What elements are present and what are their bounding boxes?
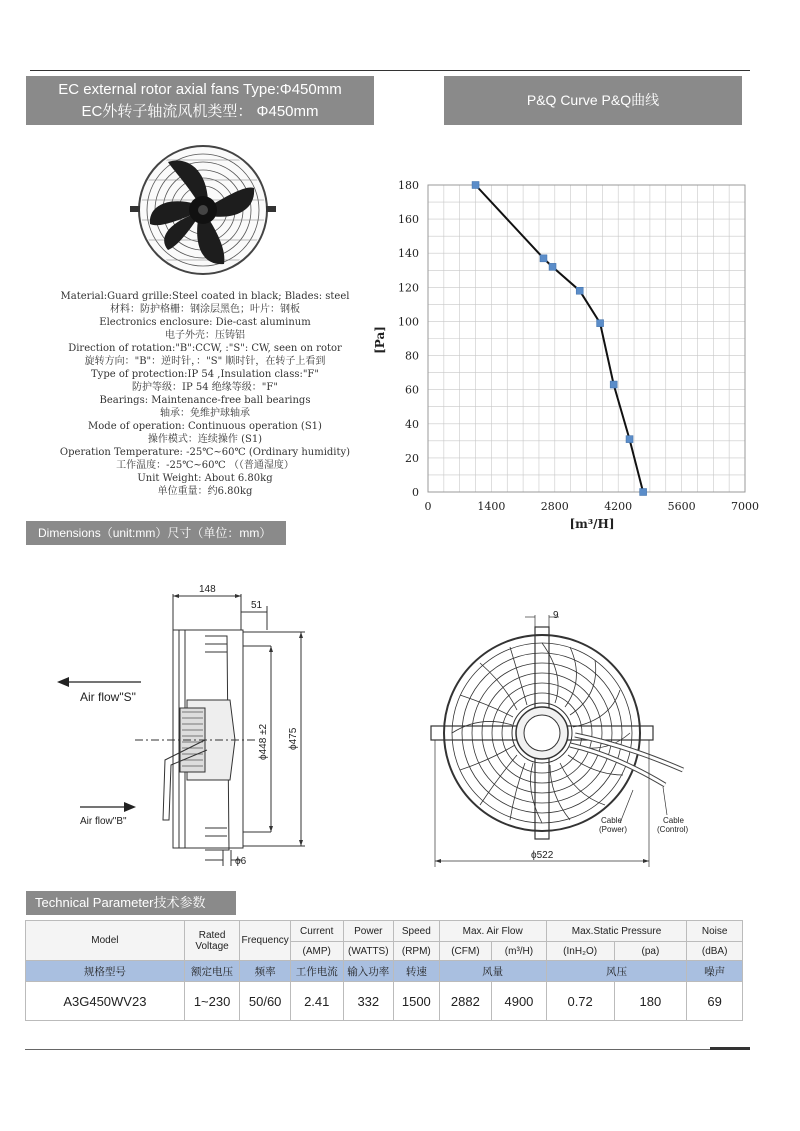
spec-line: 旋转方向："B"：逆时针，："S" 顺时针，在转子上看到 xyxy=(84,356,326,367)
cn-voltage: 额定电压 xyxy=(184,961,240,982)
data-point xyxy=(640,489,647,496)
spec-line: 电子外壳：压铸铝 xyxy=(165,330,245,341)
title-en: EC external rotor axial fans Type:Φ450mm xyxy=(58,81,342,98)
cell-dba: 69 xyxy=(687,982,743,1021)
dim-6: ϕ6 xyxy=(235,856,247,867)
y-tick-label: 160 xyxy=(398,213,419,227)
x-tick-label: 4200 xyxy=(604,500,633,513)
unit-rpm: (RPM) xyxy=(394,942,440,961)
spec-line: Operation Temperature: -25℃~60℃ (Ordinary humidity) xyxy=(59,447,351,458)
cell-speed: 1500 xyxy=(394,982,440,1021)
th-static-pressure: Max.Static Pressure xyxy=(546,921,687,942)
spec-line: 防护等级：IP 54 绝缘等级："F" xyxy=(132,382,278,393)
cell-frequency: 50/60 xyxy=(240,982,291,1021)
th-speed: Speed xyxy=(394,921,440,942)
dim-51: 51 xyxy=(251,600,263,611)
y-tick-label: 80 xyxy=(405,349,419,363)
cell-model: A3G450WV23 xyxy=(26,982,185,1021)
data-point xyxy=(540,255,547,262)
th-current: Current xyxy=(290,921,343,942)
spec-line: 材料：防护格栅：钢涂层黑色；叶片：钢板 xyxy=(110,304,300,315)
data-point xyxy=(626,436,633,443)
data-point xyxy=(549,263,556,270)
tech-banner: Technical Parameter技术参数 xyxy=(26,891,236,915)
cn-airflow: 风量 xyxy=(439,961,546,982)
chart-tick-labels xyxy=(398,179,759,513)
spec-line: Direction of rotation:"B":CCW, :"S": CW, seen on rotor xyxy=(68,343,342,354)
th-noise: Noise xyxy=(687,921,743,942)
y-tick-label: 140 xyxy=(398,247,419,261)
cn-speed: 转速 xyxy=(394,961,440,982)
th-air-flow: Max. Air Flow xyxy=(439,921,546,942)
cell-voltage: 1~230 xyxy=(184,982,240,1021)
th-power: Power xyxy=(343,921,394,942)
data-point xyxy=(576,287,583,294)
spec-line: Electronics enclosure: Die-cast aluminum xyxy=(99,317,311,328)
x-axis-label: [m³/H] xyxy=(569,517,615,531)
unit-inh2o: (InH₂O) xyxy=(546,942,614,961)
spec-line: Type of protection:IP 54 ,Insulation class:"F" xyxy=(91,369,319,380)
cn-noise: 噪声 xyxy=(687,961,743,982)
y-tick-label: 120 xyxy=(398,281,419,295)
pq-chart xyxy=(370,170,770,535)
cn-power: 输入功率 xyxy=(343,961,394,982)
unit-amp: (AMP) xyxy=(290,942,343,961)
cable-control-sub: (Control) xyxy=(657,825,689,834)
y-axis-label: [Pa] xyxy=(373,326,387,354)
table-cn-header-row xyxy=(26,961,743,982)
th-frequency: Frequency xyxy=(240,921,291,961)
x-tick-label: 5600 xyxy=(667,500,696,513)
top-rule xyxy=(30,70,750,71)
x-tick-label: 1400 xyxy=(477,500,506,513)
unit-watts: (WATTS) xyxy=(343,942,394,961)
dim-475: ϕ475 xyxy=(288,727,299,750)
airflow-s-arrow xyxy=(55,672,145,692)
unit-pa: (pa) xyxy=(614,942,687,961)
dim-148: 148 xyxy=(199,584,216,595)
dimensions-banner: Dimensions（unit:mm）尺寸（单位：mm） xyxy=(26,521,286,545)
table-header-row xyxy=(26,921,743,942)
bottom-mark xyxy=(710,1047,750,1050)
cell-pa: 180 xyxy=(614,982,687,1021)
spec-line: Unit Weight: About 6.80kg xyxy=(137,473,273,484)
x-tick-label: 7000 xyxy=(731,500,759,513)
y-tick-label: 60 xyxy=(405,383,419,397)
title-banner xyxy=(26,76,374,125)
fan-photo xyxy=(128,140,278,280)
y-tick-label: 40 xyxy=(405,417,419,431)
bottom-rule xyxy=(25,1049,750,1050)
cable-control-label: Cable xyxy=(663,816,684,825)
unit-m3h: (m³/H) xyxy=(492,942,547,961)
cn-current: 工作电流 xyxy=(290,961,343,982)
airflow-b-arrow xyxy=(78,800,138,814)
data-point xyxy=(610,381,617,388)
spec-line: 轴承：免维护球轴承 xyxy=(160,408,250,419)
spec-line: 单位重量：约6.80kg xyxy=(157,486,253,497)
dim-522: ϕ522 xyxy=(531,850,554,861)
spec-line: 操作模式：连续操作 (S1) xyxy=(147,434,263,445)
spec-line: Mode of operation: Continuous operation (S1) xyxy=(88,421,322,432)
x-tick-label: 0 xyxy=(424,500,432,513)
th-model: Model xyxy=(26,921,185,961)
unit-cfm: (CFM) xyxy=(439,942,492,961)
cable-power-sub: (Power) xyxy=(599,825,628,834)
cable-power-label: Cable xyxy=(601,816,622,825)
y-tick-label: 20 xyxy=(405,451,419,465)
cn-frequency: 频率 xyxy=(240,961,291,982)
data-point xyxy=(472,182,479,189)
cell-cfm: 2882 xyxy=(439,982,492,1021)
chart-grid xyxy=(428,185,745,492)
tech-parameter-table xyxy=(25,920,743,1021)
front-view-drawing xyxy=(405,605,710,875)
th-rated-voltage: Rated Voltage xyxy=(184,921,240,961)
dim-448: ϕ448 ±2 xyxy=(258,723,269,760)
curve-title-banner: P&Q Curve P&Q曲线 xyxy=(444,76,742,125)
airflow-b-label: Air flow"B" xyxy=(80,816,127,827)
unit-dba: (dBA) xyxy=(687,942,743,961)
spec-line: 工作温度：-25℃~60℃ （（普通湿度） xyxy=(116,460,294,471)
y-tick-label: 100 xyxy=(398,315,419,329)
spec-line: Bearings: Maintenance-free ball bearings xyxy=(99,395,311,406)
x-tick-label: 2800 xyxy=(540,500,569,513)
cell-current: 2.41 xyxy=(290,982,343,1021)
cn-model: 规格型号 xyxy=(26,961,185,982)
dim-9: 9 xyxy=(553,610,559,621)
cell-m3h: 4900 xyxy=(492,982,547,1021)
y-tick-label: 0 xyxy=(412,486,419,499)
cn-pressure: 风压 xyxy=(546,961,687,982)
table-row xyxy=(26,982,743,1021)
data-point xyxy=(597,320,604,327)
spec-list xyxy=(30,290,380,498)
cell-power: 332 xyxy=(343,982,394,1021)
title-cn: EC外转子轴流风机类型： Φ450mm xyxy=(81,103,319,120)
y-tick-label: 180 xyxy=(398,179,419,192)
spec-line: Material:Guard grille:Steel coated in black; Blades: steel xyxy=(60,291,350,302)
airflow-s-label: Air flow"S" xyxy=(80,690,136,704)
cell-inh2o: 0.72 xyxy=(546,982,614,1021)
